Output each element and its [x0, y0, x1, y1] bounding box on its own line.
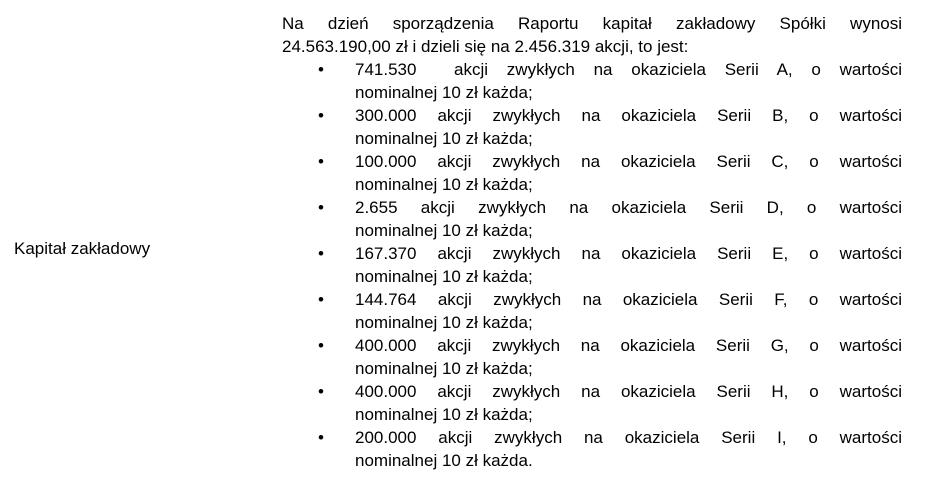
- content-cell: [282, 12, 902, 472]
- list-item: [282, 242, 902, 288]
- series-line-1: 400.000 akcji zwykłych na okaziciela Serii G, o wartości: [355, 336, 902, 355]
- series-line-1: 167.370 akcji zwykłych na okaziciela Serii E, o wartości: [355, 244, 902, 263]
- series-line-1: 100.000 akcji zwykłych na okaziciela Serii C, o wartości: [355, 152, 902, 171]
- bullet-icon: •: [318, 290, 324, 309]
- series-line-2: nominalnej 10 zł każda;: [355, 83, 533, 102]
- bullet-icon: •: [318, 428, 324, 447]
- series-line-2: nominalnej 10 zł każda;: [355, 221, 533, 240]
- series-line-2: nominalnej 10 zł każda;: [355, 313, 533, 332]
- series-line-2: nominalnej 10 zł każda;: [355, 175, 533, 194]
- bullet-icon: •: [318, 336, 324, 355]
- series-line-1: 200.000 akcji zwykłych na okaziciela Serii I, o wartości: [355, 428, 902, 447]
- list-item: [282, 334, 902, 380]
- series-line-1: 144.764 akcji zwykłych na okaziciela Serii F, o wartości: [355, 290, 902, 309]
- series-line-1: 2.655 akcji zwykłych na okaziciela Serii D, o wartości: [355, 198, 902, 217]
- series-line-1: 400.000 akcji zwykłych na okaziciela Serii H, o wartości: [355, 382, 902, 401]
- list-item: [282, 150, 902, 196]
- list-item: [282, 104, 902, 150]
- list-item: [282, 196, 902, 242]
- bullet-icon: •: [318, 382, 324, 401]
- bullet-icon: •: [318, 106, 324, 125]
- intro-paragraph: [282, 12, 902, 58]
- list-item: [282, 288, 902, 334]
- series-line-1: 741.530 akcji zwykłych na okaziciela Serii A, o wartości: [355, 60, 902, 79]
- bullet-icon: •: [318, 244, 324, 263]
- bullet-icon: •: [318, 152, 324, 171]
- series-line-1: 300.000 akcji zwykłych na okaziciela Serii B, o wartości: [355, 106, 902, 125]
- series-line-2: nominalnej 10 zł każda;: [355, 267, 533, 286]
- list-item: [282, 426, 902, 472]
- intro-line-2: 24.563.190,00 zł i dzieli się na 2.456.319 akcji, to jest:: [282, 37, 689, 56]
- bullet-icon: •: [318, 198, 324, 217]
- series-line-2: nominalnej 10 zł każda;: [355, 359, 533, 378]
- series-line-2: nominalnej 10 zł każda;: [355, 405, 533, 424]
- share-series-list: [282, 58, 902, 472]
- bullet-icon: •: [318, 60, 324, 79]
- series-line-2: nominalnej 10 zł każda;: [355, 129, 533, 148]
- list-item: [282, 380, 902, 426]
- row-label: Kapitał zakładowy: [14, 239, 151, 258]
- list-item: [282, 58, 902, 104]
- intro-line-1: Na dzień sporządzenia Raportu kapitał zakładowy Spółki wynosi: [282, 14, 902, 33]
- series-line-2: nominalnej 10 zł każda.: [355, 451, 533, 470]
